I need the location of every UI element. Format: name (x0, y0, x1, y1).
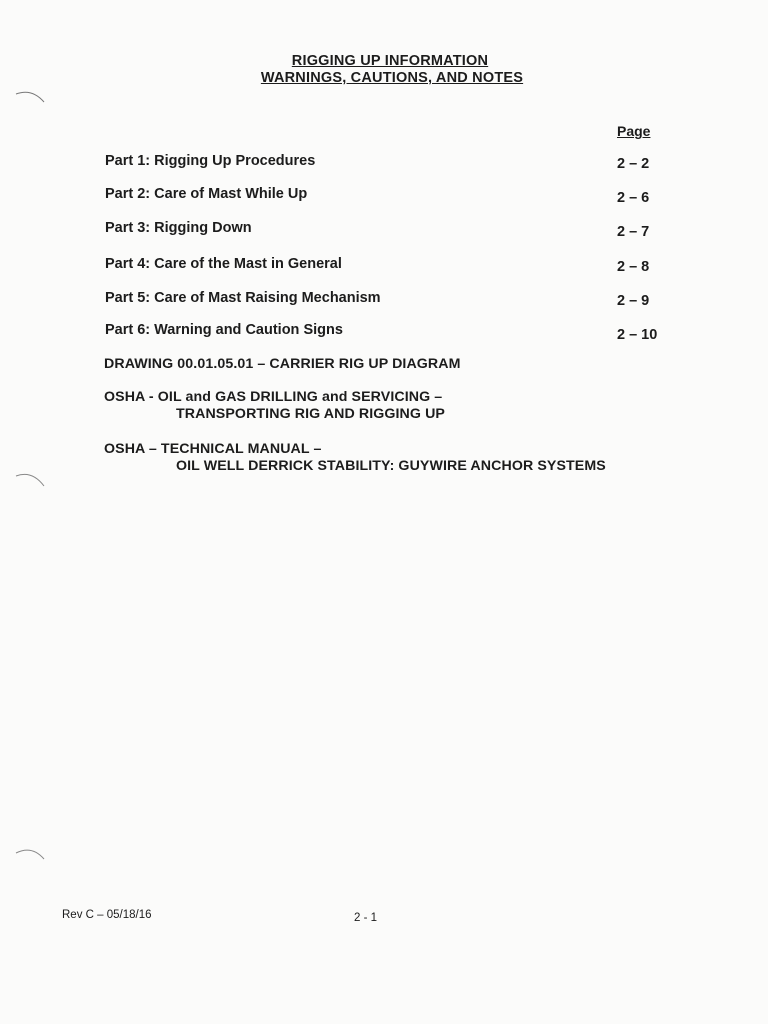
page-column-header: Page (617, 123, 651, 139)
toc-entry-label: Part 4: Care of the Mast in General (105, 256, 342, 272)
toc-entry-page: 2 – 6 (617, 190, 650, 206)
toc-entry (0, 290, 768, 310)
drawing-reference: DRAWING 00.01.05.01 – CARRIER RIG UP DIAGRAM (104, 356, 461, 372)
osha-reference-1-line2: TRANSPORTING RIG AND RIGGING UP (176, 406, 445, 422)
toc-entry (0, 153, 768, 173)
document-title: RIGGING UP INFORMATION (291, 53, 489, 69)
toc-entry-page: 2 – 8 (617, 259, 650, 275)
document-subtitle: WARNINGS, CAUTIONS, AND NOTES (260, 70, 524, 86)
page-number: 2 - 1 (354, 912, 378, 924)
toc-entry (0, 256, 768, 276)
toc-entry-label: Part 6: Warning and Caution Signs (105, 322, 343, 338)
binder-hole-mark (14, 470, 48, 500)
toc-entry-label: Part 2: Care of Mast While Up (105, 186, 308, 202)
osha-reference-1-line1: OSHA - OIL and GAS DRILLING and SERVICING – (104, 389, 443, 405)
toc-entry (0, 186, 768, 206)
toc-entry-page: 2 – 7 (617, 224, 650, 240)
binder-hole-mark (14, 88, 48, 118)
toc-entry-page: 2 – 2 (617, 156, 650, 172)
toc-entry (0, 220, 768, 240)
osha-reference-2-line1: OSHA – TECHNICAL MANUAL – (104, 441, 322, 457)
binder-hole-mark (14, 845, 48, 875)
toc-entry-page: 2 – 10 (617, 327, 658, 343)
toc-entry-label: Part 3: Rigging Down (105, 220, 252, 236)
toc-entry-page: 2 – 9 (617, 293, 650, 309)
toc-entry-label: Part 5: Care of Mast Raising Mechanism (105, 290, 381, 306)
revision-label: Rev C – 05/18/16 (62, 909, 152, 921)
osha-reference-2-line2: OIL WELL DERRICK STABILITY: GUYWIRE ANCHOR SYSTEMS (176, 458, 606, 474)
toc-entry (0, 322, 768, 342)
toc-entry-label: Part 1: Rigging Up Procedures (105, 153, 316, 169)
